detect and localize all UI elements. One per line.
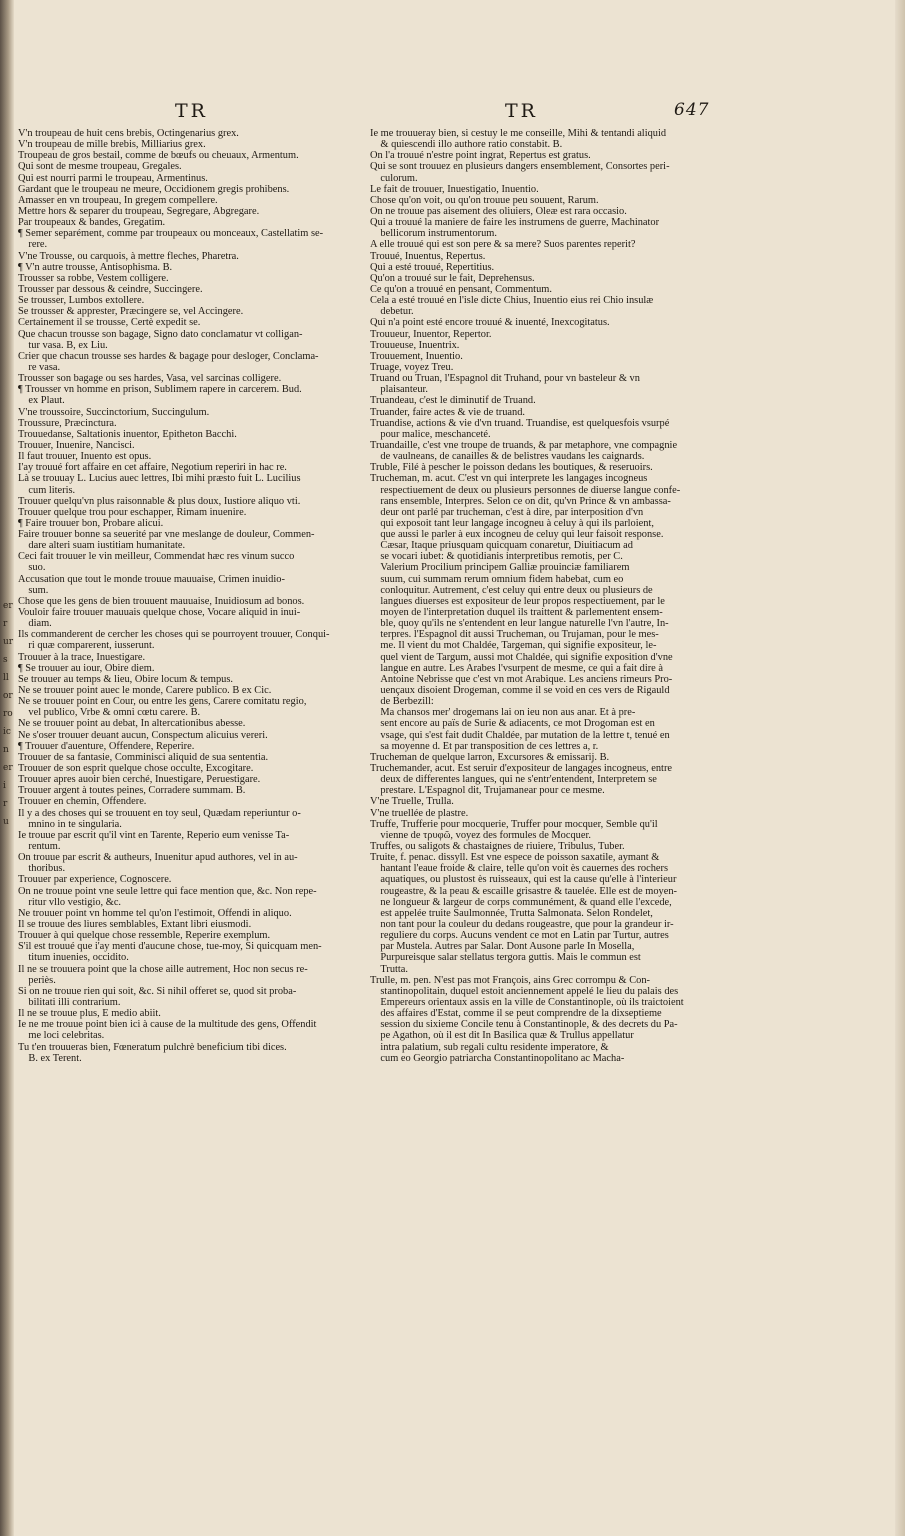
entry-line: bilitati illi contrarium.	[18, 996, 121, 1008]
entry-line: titum inuenies, occidito.	[18, 952, 129, 964]
entry-line: moyen de l'interpretation duquel ils traittent & parlementent ensem-	[370, 607, 663, 619]
entry-line: quel vient de Targum, aussi mot Chaldée, qui signifie exposition d'vne	[370, 651, 673, 663]
entry-line: est appelée truite Saulmonnée, Trutta Salmonata. Selon Rondelet,	[370, 907, 653, 919]
entry-line: rans ensemble, Interpres. Selon ce on dit, qu'vn Prince & vn ambassa-	[370, 495, 671, 507]
header-right: TR	[505, 100, 538, 122]
entry-line: V'ne troussoire, Succinctorium, Succingulum.	[18, 406, 210, 418]
entry-line: sent encore au païs de Surie & adiacents, ce mot Drogoman est en	[370, 718, 655, 730]
entry-line: mnino in te singularia.	[18, 818, 122, 830]
margin-fragment: u	[3, 817, 9, 827]
entry-line: me loci celebritas.	[18, 1030, 105, 1042]
entry-line: Vouloir faire trouuer mauuais quelque chose, Vocare aliquid in inui-	[18, 607, 301, 619]
entry-line: plaisanteur.	[370, 384, 429, 396]
entry-line: Crier que chacun trousse ses hardes & bagage pour desloger, Conclama-	[18, 350, 319, 362]
entry-line: Il se trouue des liures semblables, Extant libri eiusmodi.	[18, 918, 252, 930]
margin-fragment: ic	[3, 727, 11, 737]
entry-line: hantant l'eaue froide & claire, telle qu'on voit ès cauernes des rochers	[370, 863, 669, 875]
entry-line: vienne de τρυφῶ, voyez des formules de Mocquer.	[370, 829, 591, 841]
entry-line: Si on ne trouue rien qui soit, &c. Si nihil offeret se, quod sit proba-	[18, 985, 297, 997]
entry-line: Truandise, actions & vie d'vn truand. Truandise, est quelquesfois vsurpé	[370, 417, 670, 429]
entry-line: Cela a esté trouué en l'isle dicte Chius, Inuentio eius rei Chio insulæ	[370, 295, 654, 307]
entry-line: Truand ou Truan, l'Espagnol dit Truhand, pour vn basteleur & vn	[370, 373, 640, 385]
entry-line: Trutta.	[370, 963, 409, 975]
entry-line: Trouueuse, Inuentrix.	[370, 339, 460, 351]
entry-line: vel publico, Vrbe & omni cœtu carere. B.	[18, 707, 201, 719]
entry-line: Trousser par dessous & ceindre, Succingere.	[18, 283, 203, 295]
entry-line: Trulle, m. pen. N'est pas mot François, ains Grec corrompu & Con-	[370, 974, 650, 986]
entry-line: deux de differentes langues, qui ne s'entr'entendent, Interpretem se	[370, 774, 657, 786]
entry-line: ble, quoy qu'ils ne s'entendent en leur langue naturelle l'vn l'autre, In-	[370, 618, 669, 630]
entry-line: Trouuer à qui quelque chose ressemble, Reperire exemplum.	[18, 930, 271, 942]
entry-line: langues diuerses est expositeur de leur propos respectiuement, par le	[370, 595, 665, 607]
entry-line: Gardant que le troupeau ne meure, Occidionem gregis prohibens.	[18, 183, 290, 195]
entry-line: pour malice, meschanceté.	[370, 428, 491, 440]
margin-fragment: er	[3, 763, 13, 773]
entry-line: ¶ Faire trouuer bon, Probare alicui.	[18, 517, 164, 529]
entry-line: Ne trouuer point vn homme tel qu'on l'estimoit, Offendi in aliquo.	[18, 907, 292, 919]
entry-line: Ne se trouuer point auec le monde, Carere publico. B ex Cic.	[18, 685, 272, 697]
entry-line: Trouuer quelque trou pour eschapper, Rimam inuenire.	[18, 506, 247, 518]
entry-line: Trouuer en chemin, Offendere.	[18, 796, 147, 808]
entry-line: Truandaille, c'est vne troupe de truands, & par metaphore, vne compagnie	[370, 439, 678, 451]
entry-line: Chose que les gens de bien trouuent mauuaise, Inuidiosum ad bonos.	[18, 595, 305, 607]
entry-line: prestare. L'Espagnol dit, Trujamanear pour ce mesme.	[370, 785, 605, 797]
entry-line: S'il est trouué que i'ay menti d'aucune chose, tue-moy, Si quicquam men-	[18, 941, 322, 953]
entry-line: ¶ Trousser vn homme en prison, Sublimem rapere in carcerem. Bud.	[18, 384, 302, 396]
entry-line: Truffe, Trufferie pour mocquerie, Truffer pour mocquer, Semble qu'il	[370, 818, 658, 830]
entry-line: aquatiques, ou plustost ès ruisseaux, qui est la cause qu'elle à l'interieur	[370, 874, 677, 886]
entry-line: Trouuer quelqu'vn plus raisonnable & plus doux, Iustiore aliquo vti.	[18, 495, 301, 507]
entry-line: Trucheman de quelque larron, Excursores & emissarij. B.	[370, 751, 610, 763]
entry-line: Trouueur, Inuentor, Repertor.	[370, 328, 492, 340]
entry-line: Troussure, Præcinctura.	[18, 417, 117, 429]
margin-fragment: r	[3, 619, 8, 629]
entry-line: Trouuement, Inuentio.	[370, 350, 463, 362]
entry-line: periès.	[18, 974, 56, 986]
entry-line: ex Plaut.	[18, 395, 65, 407]
entry-line: Trouuer, Inuenire, Nancisci.	[18, 439, 135, 451]
entry-line: V'n troupeau de mille brebis, Milliarius grex.	[18, 139, 206, 151]
entry-line: suum, cui summam rerum omnium fidem habebat, cum eo	[370, 573, 624, 585]
entry-line: de vaulneans, de canailles & de belistres vaudans les caignards.	[370, 451, 645, 463]
entry-line: Il y a des choses qui se trouuent en toy seul, Quædam reperiuntur o-	[18, 807, 301, 819]
left-column	[18, 128, 370, 1064]
entry-line: se vocari iubet: & quotidianis interpretibus remotis, per C.	[370, 551, 623, 563]
entry-line: de Berbezill:	[370, 696, 434, 708]
entry-line: cum literis.	[18, 484, 76, 496]
entry-line: culorum.	[370, 172, 418, 184]
entry-line: Trousser sa robbe, Vestem colligere.	[18, 272, 169, 284]
entry-line: Amasser en vn troupeau, In gregem compellere.	[18, 194, 218, 206]
entry-line: par Mustela. Autres par Salar. Dont Ausone parle In Mosella,	[370, 941, 635, 953]
entry-line: Tu t'en trouueras bien, Fœneratum pulchrè beneficium tibi dices.	[18, 1041, 287, 1053]
entry-line: Cæsar, Itaque priusquam quicquam conaretur, Diuitiacum ad	[370, 540, 633, 552]
entry-line: Qu'on a trouué sur le fait, Deprehensus.	[370, 272, 535, 284]
margin-fragment: n	[3, 745, 9, 755]
entry-line: ritur vllo vestigio, &c.	[18, 896, 122, 908]
entry-line: V'n troupeau de huit cens brebis, Octingenarius grex.	[18, 128, 239, 139]
entry-line: Empereurs orientaux assis en la ville de Constantinople, où ils traictoient	[370, 996, 684, 1008]
page-edge	[895, 0, 905, 1536]
entry-line: re vasa.	[18, 361, 61, 373]
entry-line: Qui est nourri parmi le troupeau, Armentinus.	[18, 172, 208, 184]
entry-line: Truander, faire actes & vie de truand.	[370, 406, 526, 418]
entry-line: Trucheman, m. acut. C'est vn qui interprete les langages incogneus	[370, 473, 648, 485]
entry-line: ¶ Semer separément, comme par troupeaux ou monceaux, Castellatim se-	[18, 228, 324, 240]
entry-line: Ce qu'on a trouué en pensant, Commentum.	[370, 283, 552, 295]
entry-line: ¶ Trouuer d'auenture, Offendere, Reperire.	[18, 740, 195, 752]
entry-line: Ne se trouuer point en Cour, ou entre les gens, Carere comitatu regio,	[18, 696, 307, 708]
entry-line: V'ne truellée de plastre.	[370, 807, 469, 819]
entry-line: Ma chansos mer' drogemans lai on ieu non aus anar. Et à pre-	[370, 707, 636, 719]
entry-line: sum.	[18, 584, 49, 596]
entry-line: Que chacun trousse son bagage, Signo dato conclamatur vt colligan-	[18, 328, 303, 340]
entry-line: Truble, Filé à pescher le poisson dedans les boutiques, & reseruoirs.	[370, 462, 653, 474]
entry-line: Truage, voyez Treu.	[370, 361, 454, 373]
entry-line: Il faut trouuer, Inuento est opus.	[18, 451, 152, 463]
entry-line: Trouuedanse, Saltationis inuentor, Epitheton Bacchi.	[18, 428, 237, 440]
margin-fragment: ro	[3, 709, 13, 719]
entry-line: On ne trouue point vne seule lettre qui face mention que, &c. Non repe-	[18, 885, 317, 897]
entry-line: Truite, f. penac. dissyll. Est vne espece de poisson saxatile, aymant &	[370, 852, 660, 864]
entry-line: me. Il vient du mot Chaldée, Targeman, qui signifie expositeur, le-	[370, 640, 657, 652]
header-left: TR	[175, 100, 208, 122]
entry-line: rere.	[18, 239, 48, 251]
margin-fragment: r	[3, 799, 8, 809]
margin-fragment: or	[3, 691, 13, 701]
entry-line: bellicorum instrumentorum.	[370, 228, 497, 240]
entry-line: Ie me trouueray bien, si cestuy le me conseille, Mihi & tentandi aliquid	[370, 128, 667, 139]
entry-line: rentum.	[18, 841, 61, 852]
entry-line: Il ne se trouuera point que la chose aille autrement, Hoc non secus re-	[18, 963, 308, 975]
entry-line: dare alteri suam iustitiam humanitate.	[18, 540, 186, 552]
entry-line: rougeastre, & la peau & escaille grisastre & tauelée. Elle est de moyen-	[370, 885, 677, 897]
margin-fragment: s	[3, 655, 8, 665]
margin-fragment: i	[3, 781, 6, 791]
entry-line: Trouuer apres auoir bien cerché, Inuestigare, Peruestigare.	[18, 774, 261, 786]
entry-line: Trouuer par experience, Cognoscere.	[18, 874, 172, 886]
entry-line: Qui a trouué la maniere de faire les instrumens de guerre, Machinator	[370, 217, 660, 229]
entry-line: Mettre hors & separer du troupeau, Segregare, Abgregare.	[18, 205, 260, 217]
entry-line: debetur.	[370, 306, 414, 318]
entry-line: Troupeau de gros bestail, comme de bœufs ou cheuaux, Armentum.	[18, 150, 299, 162]
entry-line: Ie trouue par escrit qu'il vint en Tarente, Reperio eum venisse Ta-	[18, 829, 290, 841]
entry-line: Trouué, Inuentus, Repertus.	[370, 250, 486, 262]
entry-line: On l'a trouué n'estre point ingrat, Repertus est gratus.	[370, 150, 591, 162]
entry-line: A elle trouué qui est son pere & sa mere? Suos parentes reperit?	[370, 239, 636, 251]
entry-line: Il ne se trouue plus, E medio abiit.	[18, 1008, 161, 1020]
entry-line: Ceci fait trouuer le vin meilleur, Commendat hæc res vinum succo	[18, 551, 295, 563]
entry-line: Trouuer argent à toutes peines, Corradere summam. B.	[18, 785, 246, 797]
entry-line: Purpureisque salar stellatus tergora guttis. Mais le commun est	[370, 952, 641, 964]
entry-line: Truffes, ou saligots & chastaignes de riuiere, Tribulus, Tuber.	[370, 841, 625, 852]
entry-line: que aussi le parler à eux incogneu de celuy qui leur faisoit response.	[370, 529, 664, 541]
entry-line: conloquitur. Autrement, c'est celuy qui entre deux ou plusieurs de	[370, 584, 653, 596]
entry-line: On trouue par escrit & autheurs, Inuenitur apud authores, vel in au-	[18, 852, 298, 864]
entry-line: diam.	[18, 618, 52, 630]
entry-line: Faire trouuer bonne sa seuerité par vne meslange de douleur, Commen-	[18, 529, 315, 541]
entry-line: deur ont parlé par trucheman, c'est à dire, par interposition d'vn	[370, 506, 644, 518]
entry-line: Trouuer de sa fantasie, Comminisci aliquid de sua sententia.	[18, 751, 269, 763]
entry-line: Par troupeaux & bandes, Gregatim.	[18, 217, 166, 229]
entry-line: Truandeau, c'est le diminutif de Truand.	[370, 395, 536, 407]
entry-line: thoribus.	[18, 863, 66, 875]
entry-line: Trousser son bagage ou ses hardes, Vasa, vel sarcinas colligere.	[18, 373, 282, 385]
right-column	[370, 128, 708, 1064]
entry-line: session du sixieme Concile tenu à Constantinople, & des decrets du Pa-	[370, 1019, 678, 1031]
entry-line: non tant pour la couleur du dedans rougeastre, que pour la grandeur ir-	[370, 918, 674, 930]
entry-line: Chose qu'on voit, ou qu'on trouue peu souuent, Rarum.	[370, 194, 599, 206]
entry-line: des affaires d'Estat, comme il se peut comprendre de la dixseptieme	[370, 1008, 662, 1020]
margin-fragment: ur	[3, 637, 14, 647]
margin-fragment: ll	[3, 673, 9, 683]
running-header	[0, 100, 905, 122]
entry-line: cum eo Georgio patriarcha Constantinopolitano ac Macha-	[370, 1052, 625, 1064]
entry-line: Le fait de trouuer, Inuestigatio, Inuentio.	[370, 183, 539, 195]
entry-line: intra palatium, sub regali cultu residente imperatore, &	[370, 1041, 609, 1053]
margin-fragment: er	[3, 601, 13, 611]
entry-line: uençaux disoient Drogeman, comme il se void en ces vers de Rigauld	[370, 685, 670, 697]
margin-notes	[3, 600, 17, 834]
entry-line: stantinopolitain, duquel estoit anciennement appelé le lieu du palais des	[370, 985, 679, 997]
entry-line: Là se trouuay L. Lucius auec lettres, Ibi mihi præsto fuit L. Lucilius	[18, 473, 301, 485]
entry-line: Antoine Nebrisse que c'est vn mot Arabique. Les anciens rimeurs Pro-	[370, 673, 673, 685]
entry-line: pe Agathon, où il est dit In Basilica quæ & Trullus appellatur	[370, 1030, 634, 1042]
entry-line: On ne trouue pas aisement des oliuiers, Oleæ est rara occasio.	[370, 205, 627, 217]
entry-line: ¶ Se trouuer au iour, Obire diem.	[18, 662, 155, 674]
entry-line: Trouuer de son esprit quelque chose occulte, Excogitare.	[18, 763, 254, 775]
entry-line: B. ex Terent.	[18, 1052, 82, 1064]
entry-line: langue en autre. Les Arabes l'vsurpent de mesme, ce qui a fait dire à	[370, 662, 663, 674]
entry-line: Ne s'oser trouuer deuant aucun, Conspectum alicuius vereri.	[18, 729, 268, 741]
page-number: 647	[674, 100, 710, 120]
entry-line: terpres. l'Espagnol dit aussi Trucheman, ou Trujaman, pour le mes-	[370, 629, 659, 641]
entry-line: Se trousser & apprester, Præcingere se, vel Accingere.	[18, 306, 244, 318]
entry-line: V'ne Trousse, ou carquois, à mettre fleches, Pharetra.	[18, 250, 239, 262]
entry-line: Ils commanderent de cercher les choses qui se pourroyent trouuer, Conqui-	[18, 629, 330, 641]
entry-line: suo.	[18, 562, 46, 574]
entry-line: Qui a esté trouué, Repertitius.	[370, 261, 495, 273]
entry-line: Qui n'a point esté encore trouué & inuenté, Inexcogitatus.	[370, 317, 610, 329]
entry-line: Accusation que tout le monde trouue mauuaise, Crimen inuidio-	[18, 573, 285, 585]
entry-line: ¶ V'n autre trousse, Antisophisma. B.	[18, 261, 173, 273]
entry-line: respectiuement de deux ou plusieurs personnes de diuerse langue confe-	[370, 484, 681, 496]
entry-line: Certainement il se trousse, Certè expedit se.	[18, 317, 201, 329]
entry-line: Valerium Procilium principem Galliæ prouinciæ familiarem	[370, 562, 630, 574]
entry-line: Ne se trouuer point au debat, In altercationibus abesse.	[18, 718, 246, 730]
entry-line: Qui se sont trouuez en plusieurs dangers ensemblement, Consortes peri-	[370, 161, 670, 173]
entry-line: Qui sont de mesme troupeau, Gregales.	[18, 161, 182, 173]
entry-line: reguliere du corps. Aucuns vendent ce mot en Latin par Turtur, autres	[370, 930, 669, 942]
entry-line: qui exposoit tant leur langage incogneu à celuy à qui ils parloient,	[370, 517, 654, 529]
entry-line: ri quæ comparerent, iusserunt.	[18, 640, 155, 652]
entry-line: Se trousser, Lumbos extollere.	[18, 295, 145, 307]
entry-line: & quiescendi illo authore ratio constabit. B.	[370, 139, 563, 151]
entry-line: sa moyenne d. Et par transposition de ces lettres a, r.	[370, 740, 599, 752]
entry-line: Se trouuer au temps & lieu, Obire locum & tempus.	[18, 673, 233, 685]
entry-line: I'ay trouué fort affaire en cet affaire, Negotium reperiri in hac re.	[18, 462, 287, 474]
entry-line: ne longueur & largeur de corps communément, & quand elle l'excede,	[370, 896, 672, 908]
entry-line: tur vasa. B, ex Liu.	[18, 339, 108, 351]
entry-line: Ie ne me trouue point bien ici à cause de la multitude des gens, Offendit	[18, 1019, 317, 1031]
entry-line: vsage, qui s'est fait dudit Chaldée, par mutation de la lettre t, tenué en	[370, 729, 670, 741]
entry-line: V'ne Truelle, Trulla.	[370, 796, 454, 808]
entry-line: Trouuer à la trace, Inuestigare.	[18, 651, 146, 663]
entry-line: Truchemander, acut. Est seruir d'expositeur de langages incogneus, entre	[370, 763, 673, 775]
